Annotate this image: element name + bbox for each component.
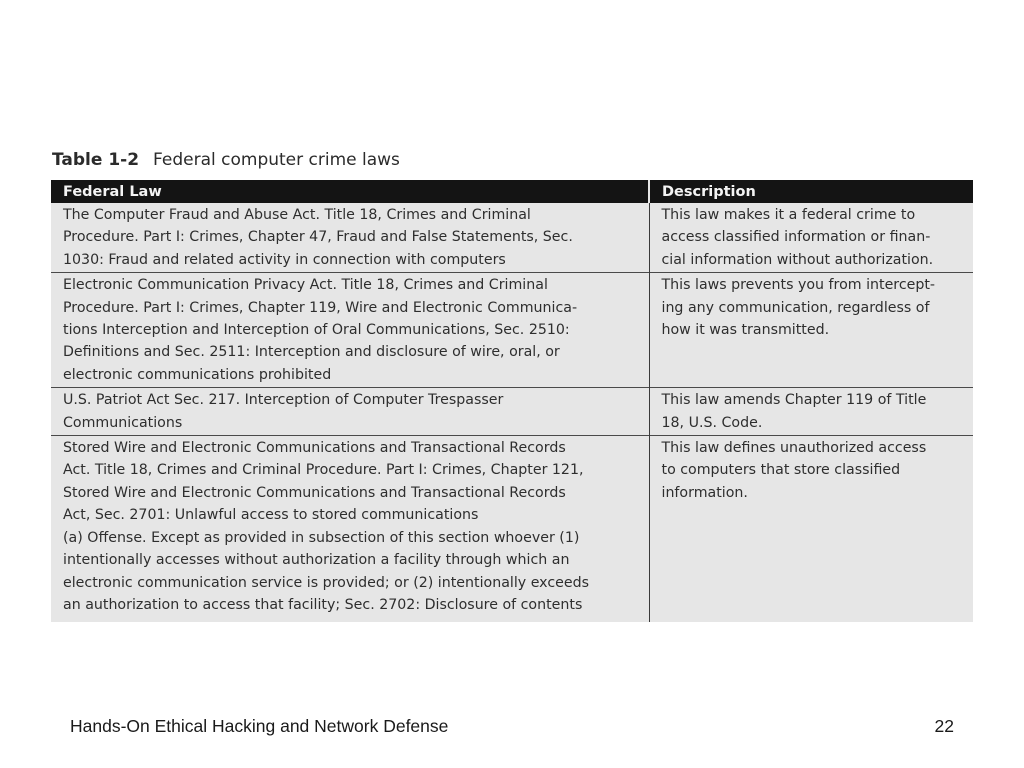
table-row <box>51 203 973 273</box>
law-text: The Computer Fraud and Abuse Act. Title 18, Crimes and Criminal Procedure. Part I: Crimes, Chapter 47, Fraud and False Statements, Sec. 1030: Fraud and related activity in connection with computers <box>63 207 573 268</box>
law-cell <box>51 203 649 273</box>
table-caption-title: Federal computer crime laws <box>153 150 400 170</box>
description-cell <box>649 203 973 273</box>
column-header-description: Description <box>649 180 973 203</box>
federal-laws-table <box>51 180 973 622</box>
description-cell <box>649 388 973 436</box>
table-row <box>51 388 973 436</box>
table-header-row <box>51 180 973 203</box>
description-text: This law defines unauthorized access to computers that store classified information. <box>661 440 927 501</box>
footer-course-title: Hands-On Ethical Hacking and Network Defense <box>70 716 449 736</box>
table-caption <box>52 150 400 170</box>
law-cell <box>51 436 649 623</box>
description-text: This law amends Chapter 119 of Title 18, U.S. Code. <box>661 392 927 431</box>
law-cell <box>51 273 649 388</box>
law-text: U.S. Patriot Act Sec. 217. Interception of Computer Trespasser Communications <box>63 392 504 431</box>
law-text: Stored Wire and Electronic Communications and Transactional Records Act. Title 18, Crimes and Criminal Procedure. Part I: Crimes, Chapter 121, Stored Wire and Electronic Communications and Transactional Records Act, Sec. 2701: Unlawful access to stored communications (a) Offense. Except as provided in subsection of this section whoever (1) intentionally accesses without authorization a facility through which an electronic communication service is provided; or (2) intentionally exceeds an authorization to access that facility; Sec. 2702: Disclosure of contents <box>63 440 589 613</box>
column-header-federal-law: Federal Law <box>51 180 649 203</box>
description-text: This laws prevents you from intercept- ing any communication, regardless of how it was transmitted. <box>661 277 936 339</box>
description-cell <box>649 436 973 623</box>
slide-page-number: 22 <box>934 716 954 736</box>
law-text: Electronic Communication Privacy Act. Title 18, Crimes and Criminal Procedure. Part I: Crimes, Chapter 119, Wire and Electronic Communica- tions Interception and Interception of Oral Communications, Sec. 2510: Definitions and Sec. 2511: Interception and disclosure of wire, oral, or electronic communications prohibited <box>63 277 578 383</box>
description-cell <box>649 273 973 388</box>
table-row <box>51 436 973 623</box>
table-caption-label: Table 1-2 <box>52 150 140 170</box>
table-row <box>51 273 973 388</box>
description-text: This law makes it a federal crime to access classified information or finan- cial information without authorization. <box>661 207 934 268</box>
law-cell <box>51 388 649 436</box>
